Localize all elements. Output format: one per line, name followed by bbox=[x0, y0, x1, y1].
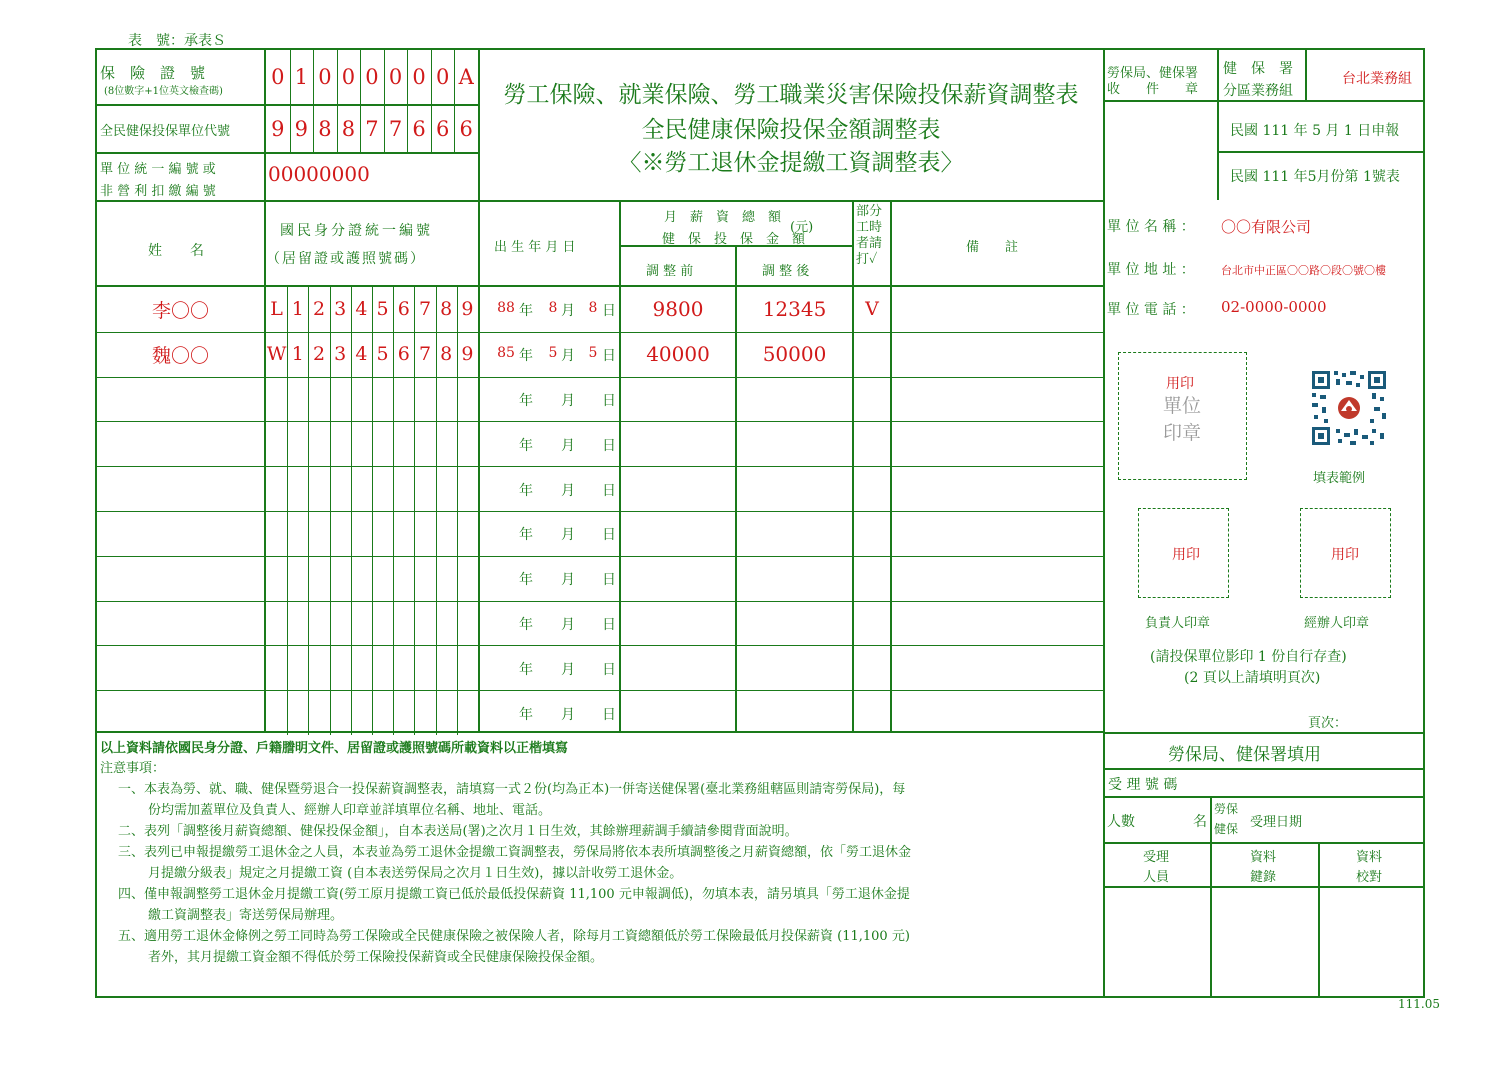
row-id-digit[interactable] bbox=[287, 601, 308, 646]
form-title-line-2: 全民健康保險投保金額調整表 bbox=[641, 117, 941, 143]
row-salary-after[interactable]: 12345 bbox=[762, 297, 827, 322]
year-label: 年 bbox=[519, 303, 533, 320]
row-id-digit[interactable] bbox=[351, 466, 372, 511]
row-id-digit[interactable] bbox=[393, 645, 414, 690]
row-birth-year[interactable]: 88 bbox=[497, 300, 515, 317]
handler-seal-use-label: 用印 bbox=[1331, 547, 1359, 563]
month-label: 月 bbox=[561, 393, 575, 409]
row-id-digit[interactable] bbox=[330, 377, 351, 422]
col-header-id-2: （居留證或護照號碼） bbox=[266, 251, 426, 267]
col-header-after: 調 整 後 bbox=[762, 264, 810, 279]
month-label: 月 bbox=[561, 617, 575, 633]
note-line: 四、僅申報調整勞工退休金月提繳工資(勞工原月提繳工資已低於最低投保薪資 11,100 元申報調低)，勿填本表，請另填具「勞工退休金提 bbox=[118, 887, 910, 902]
handler-seal-label: 經辦人印章 bbox=[1304, 616, 1370, 631]
row-id-digit[interactable] bbox=[457, 645, 478, 690]
row-id-digit[interactable] bbox=[266, 466, 287, 511]
row-id-digit[interactable]: 1 bbox=[291, 343, 304, 366]
insurance-number-digit[interactable]: 1 bbox=[294, 65, 308, 89]
unit-phone-label: 單 位 電 話 ： bbox=[1107, 302, 1195, 318]
note-line: 繳工資調整表」寄送勞保局辦理。 bbox=[148, 908, 344, 923]
row-birth-year[interactable]: 85 bbox=[497, 345, 515, 362]
row-id-digit[interactable] bbox=[414, 466, 435, 511]
day-label: 日 bbox=[602, 303, 616, 320]
month-label: 月 bbox=[561, 572, 575, 589]
form-number: 表 號：承表Ｓ bbox=[128, 33, 226, 49]
proofread-label: 資料 校對 bbox=[1356, 850, 1383, 885]
year-label: 年 bbox=[519, 572, 533, 589]
unified-number-value[interactable]: 00000000 bbox=[268, 162, 370, 186]
row-id-digit[interactable] bbox=[393, 511, 414, 556]
note-line: 一、本表為勞、就、職、健保暨勞退合一投保薪資調整表，請填寫一式２份(均為正本)一併寄送健保署(臺北業務組轄區則請寄勞保局)，每 bbox=[118, 782, 906, 797]
month-label: 月 bbox=[561, 348, 575, 365]
day-label: 日 bbox=[602, 527, 616, 544]
row-id-digit[interactable]: 4 bbox=[355, 298, 368, 321]
row-id-digit[interactable] bbox=[372, 466, 393, 511]
row-id-digit[interactable] bbox=[351, 601, 372, 646]
row-id-digit[interactable] bbox=[457, 690, 478, 735]
row-name[interactable] bbox=[97, 466, 264, 511]
col-header-salary-2: 健 保 投 保 金 額 bbox=[662, 232, 806, 247]
insurance-number-sublabel: (8位數字+1位英文檢查碼) bbox=[104, 86, 223, 97]
year-label: 年 bbox=[519, 348, 533, 365]
note-line: 者外，其月提繳工資金額不得低於勞工保險投保薪資或全民健康保險投保金額。 bbox=[148, 950, 604, 965]
row-salary-before[interactable] bbox=[621, 466, 735, 511]
row-id-digit[interactable] bbox=[287, 556, 308, 601]
month-label: 月 bbox=[561, 437, 575, 454]
nhi-unit-code-digit[interactable]: 6 bbox=[459, 117, 473, 141]
row-salary-before[interactable] bbox=[621, 601, 735, 646]
nhi-unit-code-digit[interactable]: 6 bbox=[435, 117, 450, 141]
year-label: 年 bbox=[519, 527, 533, 544]
report-date: 民國 111 年 5 月 1 日申報 bbox=[1230, 123, 1400, 139]
row-name[interactable] bbox=[97, 645, 264, 690]
row-part-time-check[interactable] bbox=[854, 556, 890, 601]
row-id-digit[interactable] bbox=[266, 421, 287, 466]
row-id-digit[interactable] bbox=[393, 466, 414, 511]
row-part-time-check[interactable] bbox=[854, 645, 890, 690]
row-salary-before[interactable] bbox=[621, 556, 735, 601]
month-label: 月 bbox=[561, 303, 575, 320]
unit-name-value[interactable]: 〇〇有限公司 bbox=[1221, 218, 1312, 236]
row-id-digit[interactable]: 2 bbox=[312, 298, 326, 321]
row-part-time-check[interactable] bbox=[854, 421, 890, 466]
branch-value: 台北業務組 bbox=[1342, 71, 1412, 87]
row-id-digit[interactable]: 4 bbox=[355, 343, 368, 366]
notes-heading: 以上資料請依國民身分證、戶籍謄明文件、居留證或護照號碼所載資料以正楷填寫 bbox=[100, 741, 569, 756]
row-salary-before[interactable] bbox=[621, 377, 735, 422]
nhi-unit-code-digit[interactable]: 8 bbox=[318, 117, 332, 141]
row-id-digit[interactable] bbox=[287, 645, 308, 690]
row-name[interactable]: 李〇〇 bbox=[151, 299, 209, 322]
row-id-digit[interactable] bbox=[457, 421, 478, 466]
row-salary-before[interactable] bbox=[621, 421, 735, 466]
unit-address-value[interactable]: 台北市中正區〇〇路〇段〇號〇樓 bbox=[1221, 264, 1386, 277]
row-salary-after[interactable] bbox=[737, 645, 852, 690]
day-label: 日 bbox=[602, 617, 616, 633]
row-id-digit[interactable] bbox=[414, 556, 435, 601]
unit-seal-label-1: 單位 bbox=[1163, 395, 1202, 417]
row-id-digit[interactable]: 7 bbox=[418, 343, 432, 366]
row-id-digit[interactable] bbox=[393, 601, 414, 646]
row-id-digit[interactable] bbox=[372, 421, 393, 466]
row-id-digit[interactable] bbox=[266, 645, 287, 690]
row-salary-after[interactable] bbox=[737, 601, 852, 646]
insurance-number-digit[interactable]: 0 bbox=[271, 65, 285, 89]
row-id-digit[interactable]: 3 bbox=[334, 343, 347, 366]
row-birth-day[interactable]: 5 bbox=[588, 345, 598, 362]
insurance-number-digit[interactable]: 0 bbox=[318, 65, 332, 89]
row-id-digit[interactable] bbox=[287, 421, 308, 466]
row-salary-before[interactable]: 40000 bbox=[646, 342, 710, 367]
row-id-digit[interactable] bbox=[308, 377, 329, 422]
row-id-digit[interactable] bbox=[287, 466, 308, 511]
row-name[interactable] bbox=[97, 421, 264, 466]
day-label: 日 bbox=[602, 572, 616, 589]
row-id-digit[interactable] bbox=[372, 511, 393, 556]
unit-name-label: 單 位 名 稱 ： bbox=[1107, 219, 1195, 235]
row-salary-after[interactable] bbox=[737, 511, 852, 556]
branch-label-1: 健 保 署 bbox=[1223, 61, 1293, 77]
row-part-time-check[interactable] bbox=[854, 332, 890, 377]
headcount-label: 人數 bbox=[1107, 814, 1135, 830]
key-in-label: 資料 鍵錄 bbox=[1250, 850, 1277, 885]
row-id-digit[interactable] bbox=[436, 645, 457, 690]
acceptance-number-label: 受 理 號 碼 bbox=[1108, 777, 1178, 793]
row-id-digit[interactable] bbox=[414, 421, 435, 466]
row-id-digit[interactable] bbox=[287, 377, 308, 422]
row-birth-month[interactable]: 8 bbox=[548, 300, 558, 317]
row-id-digit[interactable] bbox=[436, 421, 457, 466]
insurance-number-digit[interactable]: 0 bbox=[388, 65, 403, 89]
row-id-digit[interactable] bbox=[414, 601, 435, 646]
row-part-time-check[interactable] bbox=[854, 466, 890, 511]
nhi-unit-code-digit[interactable]: 9 bbox=[271, 117, 285, 141]
month-label: 月 bbox=[561, 661, 575, 678]
col-header-id-1: 國民身分證統一編號 bbox=[280, 223, 433, 239]
row-id-digit[interactable] bbox=[372, 601, 393, 646]
nhi-unit-code-digit[interactable]: 7 bbox=[365, 117, 379, 141]
row-salary-before[interactable]: 9800 bbox=[652, 297, 704, 322]
row-part-time-check[interactable] bbox=[854, 601, 890, 646]
row-note[interactable] bbox=[892, 421, 1103, 466]
row-id-digit[interactable] bbox=[308, 511, 329, 556]
row-id-digit[interactable] bbox=[330, 645, 351, 690]
row-id-digit[interactable] bbox=[266, 556, 287, 601]
unified-number-label-1: 單 位 統 一 編 號 或 bbox=[100, 162, 216, 177]
form-title-line-3: 〈※勞工退休金提繳工資調整表〉 bbox=[618, 150, 964, 176]
row-id-digit[interactable] bbox=[351, 511, 372, 556]
row-id-digit[interactable] bbox=[393, 421, 414, 466]
row-id-digit[interactable]: 7 bbox=[418, 298, 432, 321]
row-id-digit[interactable] bbox=[372, 377, 393, 422]
row-id-digit[interactable]: 8 bbox=[440, 298, 453, 321]
unit-phone-value[interactable]: 02-0000-0000 bbox=[1221, 298, 1327, 316]
year-label: 年 bbox=[519, 393, 533, 409]
row-part-time-check[interactable] bbox=[854, 511, 890, 556]
nhi-unit-code-label: 全民健保投保單位代號 bbox=[100, 124, 231, 139]
note-line: 份均需加蓋單位及負責人、經辦人印章並詳填單位名稱、地址、電話。 bbox=[148, 803, 552, 818]
nhi-unit-code-digit[interactable]: 8 bbox=[341, 117, 356, 141]
row-birth-day[interactable]: 8 bbox=[588, 300, 598, 317]
headcount-unit: 名 bbox=[1193, 814, 1207, 830]
row-part-time-check[interactable]: V bbox=[865, 298, 879, 321]
form-version: 111.05 bbox=[1398, 997, 1440, 1011]
copy-note-2: (2 頁以上請填明頁次) bbox=[1184, 670, 1321, 686]
acceptance-date-label: 受理日期 bbox=[1250, 815, 1303, 830]
row-note[interactable] bbox=[892, 645, 1103, 690]
row-salary-before[interactable] bbox=[621, 511, 735, 556]
row-id-digit[interactable] bbox=[351, 556, 372, 601]
row-id-digit[interactable] bbox=[287, 511, 308, 556]
row-id-digit[interactable] bbox=[330, 466, 351, 511]
month-label: 月 bbox=[561, 482, 575, 499]
row-id-digit[interactable]: 8 bbox=[440, 343, 453, 366]
row-id-digit[interactable] bbox=[457, 511, 478, 556]
col-header-before: 調 整 前 bbox=[646, 264, 694, 279]
col-header-salary-1: 月 薪 資 總 額 bbox=[664, 210, 782, 225]
note-line: 五、適用勞工退休金條例之勞工同時為勞工保險或全民健康保險之被保險人者，除每月工資總額低於勞工保險最低月投保薪資 (11,100 元) bbox=[118, 929, 910, 944]
form-title-line-1: 勞工保險、就業保險、勞工職業災害保險投保薪資調整表 bbox=[503, 82, 1079, 108]
row-id-digit[interactable]: 1 bbox=[291, 298, 304, 321]
row-id-digit[interactable] bbox=[393, 556, 414, 601]
row-name[interactable] bbox=[97, 511, 264, 556]
fill-example-label: 填表範例 bbox=[1313, 471, 1366, 486]
year-label: 年 bbox=[519, 437, 533, 454]
nhi-unit-code-digit[interactable]: 9 bbox=[294, 117, 308, 141]
row-id-digit[interactable] bbox=[372, 645, 393, 690]
day-label: 日 bbox=[602, 437, 616, 454]
col-header-note: 備 註 bbox=[966, 240, 1019, 255]
row-salary-before[interactable] bbox=[621, 690, 735, 735]
row-id-digit[interactable] bbox=[372, 556, 393, 601]
row-id-digit[interactable] bbox=[414, 511, 435, 556]
responsible-seal-use-label: 用印 bbox=[1172, 547, 1200, 563]
day-label: 日 bbox=[602, 482, 616, 499]
row-id-digit[interactable] bbox=[287, 690, 308, 735]
row-id-digit[interactable] bbox=[330, 690, 351, 735]
month-label: 月 bbox=[561, 706, 575, 723]
row-salary-after[interactable] bbox=[737, 377, 852, 422]
insurance-number-digit[interactable]: A bbox=[458, 65, 474, 89]
row-id-digit[interactable] bbox=[457, 377, 478, 422]
row-id-digit[interactable] bbox=[330, 601, 351, 646]
day-label: 日 bbox=[602, 393, 616, 409]
row-id-digit[interactable] bbox=[330, 511, 351, 556]
row-note[interactable] bbox=[892, 511, 1103, 556]
row-part-time-check[interactable] bbox=[854, 690, 890, 735]
row-name[interactable] bbox=[97, 690, 264, 735]
note-line: 月提繳分級表」規定之月提繳工資 (自本表送勞保局之次月１日生效)，據以計收勞工退休金。 bbox=[148, 866, 683, 881]
row-name[interactable] bbox=[97, 556, 264, 601]
insurance-number-digit[interactable]: 0 bbox=[365, 65, 379, 89]
row-id-digit[interactable] bbox=[393, 690, 414, 735]
row-id-digit[interactable] bbox=[330, 556, 351, 601]
nhi-unit-code-digit[interactable]: 6 bbox=[412, 117, 426, 141]
unit-address-label: 單 位 地 址 ： bbox=[1107, 262, 1195, 278]
row-id-digit[interactable] bbox=[351, 377, 372, 422]
year-label: 年 bbox=[519, 706, 533, 723]
row-note[interactable] bbox=[892, 287, 1103, 332]
row-id-digit[interactable] bbox=[308, 690, 329, 735]
row-id-digit[interactable] bbox=[436, 466, 457, 511]
row-salary-after[interactable] bbox=[737, 556, 852, 601]
row-salary-after[interactable] bbox=[737, 421, 852, 466]
row-id-digit[interactable] bbox=[351, 690, 372, 735]
row-id-digit[interactable]: 9 bbox=[461, 298, 474, 321]
year-label: 年 bbox=[519, 661, 533, 678]
row-id-digit[interactable]: W bbox=[266, 343, 287, 366]
report-sheet-number: 民國 111 年5月份第 1號表 bbox=[1230, 169, 1400, 185]
insurance-number-digit[interactable]: 0 bbox=[412, 65, 426, 89]
col-header-birth: 出 生 年 月 日 bbox=[494, 240, 576, 255]
unit-seal-label-2: 印章 bbox=[1163, 422, 1202, 444]
year-label: 年 bbox=[519, 482, 533, 499]
notes-title: 注意事項： bbox=[100, 761, 166, 776]
row-id-digit[interactable] bbox=[308, 466, 329, 511]
row-birth-month[interactable]: 5 bbox=[548, 345, 558, 362]
day-label: 日 bbox=[602, 348, 616, 365]
row-id-digit[interactable] bbox=[414, 690, 435, 735]
row-id-digit[interactable]: 6 bbox=[397, 298, 410, 321]
col-header-salary-unit: (元) bbox=[790, 220, 814, 235]
row-name[interactable] bbox=[97, 601, 264, 646]
row-id-digit[interactable] bbox=[457, 601, 478, 646]
row-id-digit[interactable] bbox=[436, 690, 457, 735]
row-id-digit[interactable] bbox=[330, 421, 351, 466]
branch-label-2: 分區業務組 bbox=[1223, 83, 1293, 99]
staff-label: 受理 人員 bbox=[1143, 850, 1170, 885]
insurance-number-label: 保 險 證 號 bbox=[100, 64, 206, 82]
row-id-digit[interactable] bbox=[308, 421, 329, 466]
col-header-name: 姓 名 bbox=[148, 243, 204, 259]
row-salary-after[interactable] bbox=[737, 466, 852, 511]
row-id-digit[interactable] bbox=[457, 556, 478, 601]
row-id-digit[interactable] bbox=[436, 556, 457, 601]
copy-note-1: (請投保單位影印 1 份自行存查) bbox=[1150, 649, 1347, 665]
row-id-digit[interactable] bbox=[414, 645, 435, 690]
note-line: 二、表列「調整後月薪資總額、健保投保金額」，自本表送局(署)之次月１日生效，其餘辦理薪調手續請參閱背面說明。 bbox=[118, 824, 798, 839]
row-id-digit[interactable]: L bbox=[270, 298, 283, 321]
row-note[interactable] bbox=[892, 377, 1103, 422]
day-label: 日 bbox=[602, 706, 616, 723]
row-name[interactable]: 魏〇〇 bbox=[151, 344, 209, 367]
labor-health-label: 勞保 健保 bbox=[1214, 802, 1239, 836]
row-id-digit[interactable] bbox=[266, 377, 287, 422]
row-id-digit[interactable] bbox=[308, 556, 329, 601]
row-salary-before[interactable] bbox=[621, 645, 735, 690]
day-label: 日 bbox=[602, 661, 616, 678]
month-label: 月 bbox=[561, 527, 575, 544]
office-use-title: 勞保局、健保署填用 bbox=[1168, 745, 1321, 765]
unified-number-label-2: 非 營 利 扣 繳 編 號 bbox=[100, 184, 216, 199]
row-id-digit[interactable] bbox=[266, 690, 287, 735]
row-id-digit[interactable] bbox=[436, 377, 457, 422]
row-note[interactable] bbox=[892, 601, 1103, 646]
row-id-digit[interactable] bbox=[436, 601, 457, 646]
row-note[interactable] bbox=[892, 690, 1103, 735]
row-note[interactable] bbox=[892, 556, 1103, 601]
row-id-digit[interactable] bbox=[266, 601, 287, 646]
row-name[interactable] bbox=[97, 377, 264, 422]
row-id-digit[interactable]: 9 bbox=[461, 343, 474, 366]
nhi-unit-code-digit[interactable]: 7 bbox=[388, 117, 403, 141]
row-note[interactable] bbox=[892, 332, 1103, 377]
row-id-digit[interactable] bbox=[457, 466, 478, 511]
row-id-digit[interactable] bbox=[308, 645, 329, 690]
row-id-digit[interactable]: 2 bbox=[312, 343, 326, 366]
receipt-stamp-label-2: 收 件 章 bbox=[1107, 82, 1199, 97]
row-id-digit[interactable]: 3 bbox=[334, 298, 347, 321]
year-label: 年 bbox=[519, 617, 533, 633]
note-line: 三、表列已申報提繳勞工退休金之人員，本表並為勞工退休金提繳工資調整表，勞保局將依本表所填調整後之月薪資總額，依「勞工退休金 bbox=[118, 845, 912, 860]
row-note[interactable] bbox=[892, 466, 1103, 511]
page-number-label: 頁次： bbox=[1308, 716, 1348, 731]
col-header-part-time: 部分 工時 者請 打✓ bbox=[856, 204, 883, 267]
qr-code-icon[interactable] bbox=[1310, 369, 1388, 447]
row-id-digit[interactable] bbox=[351, 645, 372, 690]
row-id-digit[interactable]: 5 bbox=[376, 343, 389, 366]
row-id-digit[interactable]: 5 bbox=[376, 298, 389, 321]
row-salary-after[interactable]: 50000 bbox=[762, 342, 827, 367]
row-id-digit[interactable] bbox=[266, 511, 287, 556]
unit-seal-use-label: 用印 bbox=[1166, 376, 1194, 392]
row-id-digit[interactable] bbox=[414, 377, 435, 422]
row-id-digit[interactable] bbox=[372, 690, 393, 735]
receipt-stamp-label-1: 勞保局、健保署 bbox=[1107, 66, 1199, 81]
row-id-digit[interactable] bbox=[393, 377, 414, 422]
row-id-digit[interactable] bbox=[436, 511, 457, 556]
row-id-digit[interactable] bbox=[308, 601, 329, 646]
row-id-digit[interactable]: 6 bbox=[397, 343, 410, 366]
row-part-time-check[interactable] bbox=[854, 377, 890, 422]
insurance-number-digit[interactable]: 0 bbox=[341, 65, 356, 89]
row-id-digit[interactable] bbox=[351, 421, 372, 466]
row-salary-after[interactable] bbox=[737, 690, 852, 735]
responsible-seal-label: 負責人印章 bbox=[1145, 616, 1211, 631]
insurance-number-digit[interactable]: 0 bbox=[435, 65, 450, 89]
